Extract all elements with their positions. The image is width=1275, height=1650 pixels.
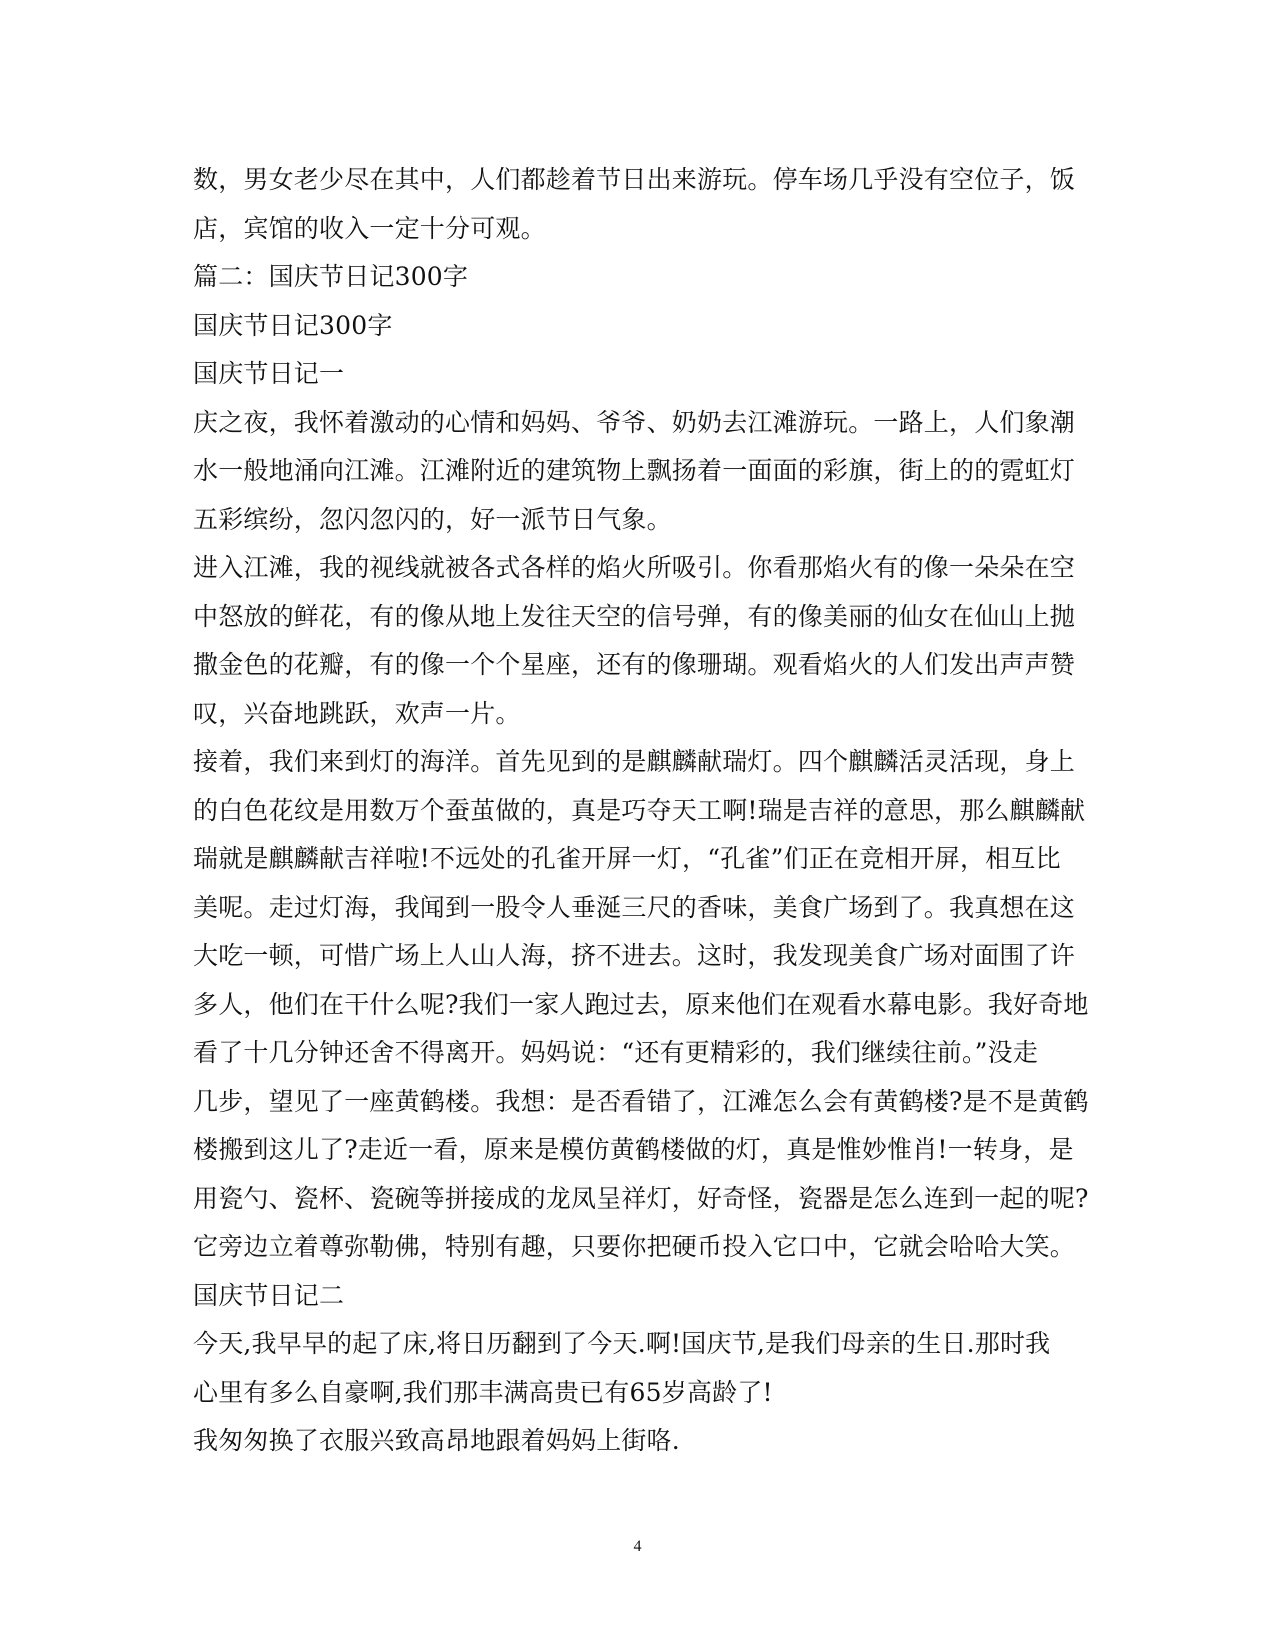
text-line: 我匆匆换了衣服兴致高昂地跟着妈妈上街咯. [193,1426,680,1455]
subheading: 国庆节日记二 [193,1280,345,1310]
page-number: 4 [633,1538,642,1555]
article-title: 国庆节日记300字 [193,310,393,340]
text-line: 叹，兴奋地跳跃，欢声一片。 [193,698,521,728]
text-line: 瑞就是麒麟献吉祥啦!不远处的孔雀开屏一灯，“孔雀”们正在竞相开屏，相互比 [193,844,1061,873]
text-line: 进入江滩，我的视线就被各式各样的焰火所吸引。你看那焰火有的像一朵朵在空 [193,553,1076,582]
text-line: 美呢。走过灯海，我闻到一股令人垂涎三尺的香味，美食广场到了。我真想在这 [193,892,1076,922]
text-line: 用瓷勺、瓷杯、瓷碗等拼接成的龙凤呈祥灯，好奇怪，瓷器是怎么连到一起的呢? [193,1183,1089,1213]
text-line: 今天,我早早的起了床,将日历翻到了今天.啊!国庆节,是我们母亲的生日.那时我 [193,1329,1051,1358]
text-line: 多人，他们在干什么呢?我们一家人跑过去，原来他们在观看水幕电影。我好奇地 [193,989,1089,1019]
text-line: 五彩缤纷，忽闪忽闪的，好一派节日气象。 [193,504,672,534]
text-line: 楼搬到这儿了?走近一看，原来是模仿黄鹤楼做的灯，真是惟妙惟肖!一转身，是 [193,1135,1074,1164]
text-line: 中怒放的鲜花，有的像从地上发往天空的信号弹，有的像美丽的仙女在仙山上抛 [193,601,1076,631]
section-heading: 篇二：国庆节日记300字 [193,262,469,291]
text-line: 接着，我们来到灯的海洋。首先见到的是麒麟献瑞灯。四个麒麟活灵活现，身上 [193,747,1076,776]
text-line: 的白色花纹是用数万个蚕茧做的，真是巧夺天工啊!瑞是吉祥的意思，那么麒麟献 [193,795,1086,825]
text-line: 心里有多么自豪啊,我们那丰满高贵已有65岁高龄了! [193,1377,773,1407]
text-line: 店，宾馆的收入一定十分可观。 [193,213,546,243]
text-line: 大吃一顿，可惜广场上人山人海，挤不进去。这时，我发现美食广场对面围了许 [193,941,1076,970]
document-body [193,156,1089,1466]
text-line: 数，男女老少尽在其中，人们都趁着节日出来游玩。停车场几乎没有空位子，饭 [193,165,1076,194]
text-line: 它旁边立着尊弥勒佛，特别有趣，只要你把硬币投入它口中，它就会哈哈大笑。 [193,1232,1076,1261]
text-line: 几步，望见了一座黄鹤楼。我想：是否看错了，江滩怎么会有黄鹤楼?是不是黄鹤 [193,1086,1089,1116]
text-line: 撒金色的花瓣，有的像一个个星座，还有的像珊瑚。观看焰火的人们发出声声赞 [193,650,1076,679]
text-line: 庆之夜，我怀着激动的心情和妈妈、爷爷、奶奶去江滩游玩。一路上，人们象潮 [193,407,1076,437]
text-line: 看了十几分钟还舍不得离开。妈妈说：“还有更精彩的，我们继续往前。”没走 [193,1038,1039,1067]
text-line: 水一般地涌向江滩。江滩附近的建筑物上飘扬着一面面的彩旗，街上的的霓虹灯 [193,456,1076,485]
subheading: 国庆节日记一 [193,359,345,388]
